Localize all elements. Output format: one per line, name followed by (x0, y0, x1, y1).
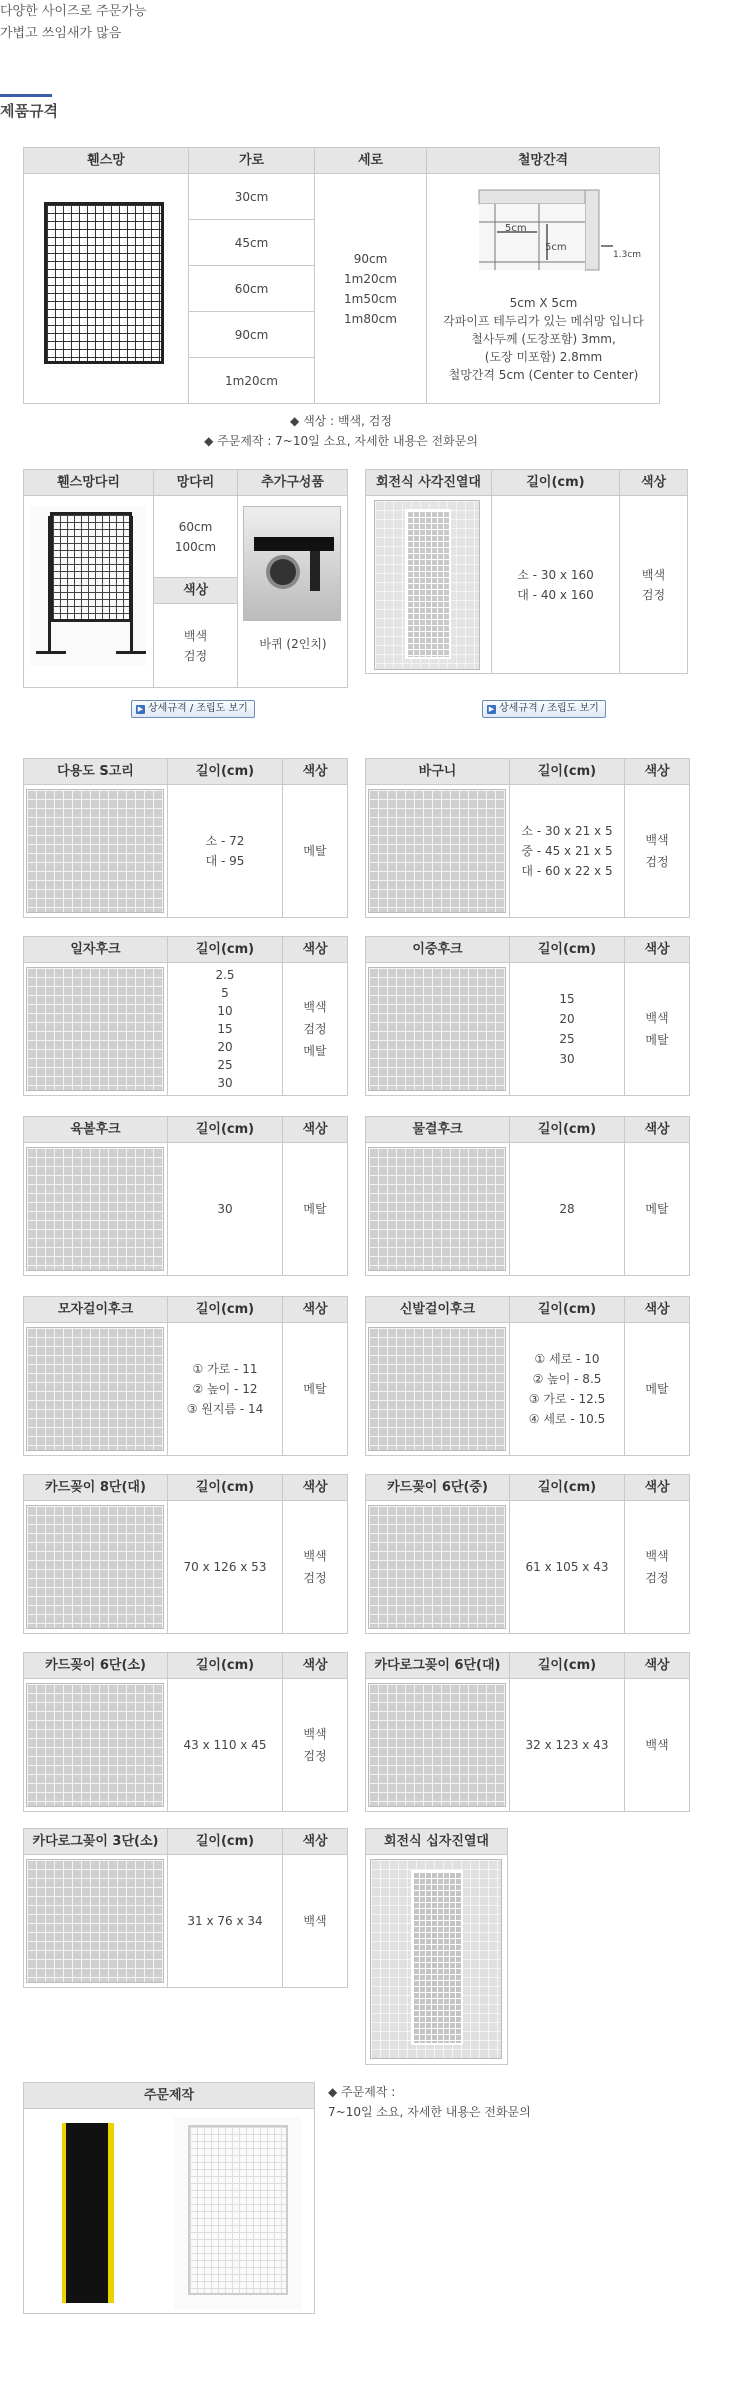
product-table (365, 1116, 690, 1276)
product-table (23, 758, 348, 918)
cross-rack-image-cell (366, 1855, 508, 2065)
th-height: 세로 (315, 148, 427, 174)
th-length: 길이(cm) (168, 1829, 283, 1855)
th-leg-color: 색상 (154, 578, 238, 604)
spec-line: 각파이프 테두리가 있는 메쉬망 입니다 (443, 314, 644, 328)
fence-spec-table (23, 147, 660, 404)
th-product-name: 바구니 (366, 759, 510, 785)
product-sizes (168, 1501, 283, 1634)
size-value: 대 - 40 x 160 (517, 587, 594, 602)
product-image (368, 1147, 506, 1271)
size-value: 20 (217, 1040, 233, 1054)
rotating-square-table (365, 469, 688, 674)
color-value: 백색 (641, 567, 666, 582)
color-value: 백색 (303, 1549, 327, 1563)
part-label: 바퀴 (2인치) (259, 637, 327, 651)
size-value: ④ 세로 - 10.5 (528, 1412, 606, 1426)
product-sizes (510, 1323, 625, 1456)
product-colors (283, 1143, 348, 1276)
th-color: 색상 (625, 937, 690, 963)
intro-line-2: 가볍고 쓰임새가 많음 (0, 26, 122, 41)
product-table (365, 1296, 690, 1456)
th-color: 색상 (283, 1475, 348, 1501)
th-color: 색상 (620, 470, 688, 496)
color-value: 검정 (645, 855, 669, 869)
size-value: 30 (559, 1052, 575, 1066)
size-value: 20 (559, 1012, 575, 1026)
product-table (23, 1652, 348, 1812)
size-value: ① 세로 - 10 (534, 1352, 600, 1366)
size-value: 30 (217, 1076, 233, 1090)
color-value: 검정 (641, 587, 666, 602)
size-value: 43 x 110 x 45 (183, 1738, 267, 1752)
product-table (365, 1474, 690, 1634)
product-image-cell (366, 1323, 510, 1456)
th-color: 색상 (625, 1653, 690, 1679)
th-length: 길이(cm) (510, 937, 625, 963)
color-value: 메탈 (645, 1382, 669, 1396)
size-value: 10 (217, 1004, 233, 1018)
th-length: 길이(cm) (510, 1297, 625, 1323)
product-image-cell (24, 1855, 168, 1988)
product-image-cell (24, 963, 168, 1096)
th-product-name: 카다로그꽂이 6단(대) (366, 1653, 510, 1679)
size-value: 15 (559, 992, 575, 1006)
color-value: 백색 (303, 1914, 327, 1928)
th-length: 길이(cm) (492, 470, 620, 496)
product-colors (625, 1323, 690, 1456)
product-colors (283, 963, 348, 1096)
size-value: 15 (217, 1022, 233, 1036)
size-value: ② 높이 - 12 (192, 1382, 258, 1396)
width-cell: 90cm (189, 312, 315, 358)
mesh-spec-text (427, 294, 660, 384)
product-table (23, 1116, 348, 1276)
custom-white-fence-image (174, 2117, 302, 2309)
detail-button-label: 상세규격 / 조립도 보기 (148, 703, 248, 714)
th-color: 색상 (283, 1117, 348, 1143)
leg-size-cell (154, 496, 238, 578)
product-table (23, 1296, 348, 1456)
size-value: 중 - 45 x 21 x 5 (521, 844, 613, 858)
product-sizes (168, 1323, 283, 1456)
leg-color: 검정 (183, 648, 208, 663)
size-value: ① 가로 - 11 (192, 1362, 258, 1376)
detail-button-label: 상세규격 / 조립도 보기 (499, 703, 599, 714)
product-colors (283, 1501, 348, 1634)
th-color: 색상 (283, 937, 348, 963)
product-image-cell (24, 1143, 168, 1276)
color-value: 메탈 (303, 1382, 327, 1396)
th-product-name: 다용도 S고리 (24, 759, 168, 785)
product-image-cell (24, 1323, 168, 1456)
product-image (368, 1327, 506, 1451)
spec-line: (도장 미포함) 2.8mm (484, 350, 603, 364)
product-colors (625, 1143, 690, 1276)
th-length: 길이(cm) (168, 937, 283, 963)
product-image (26, 1147, 164, 1271)
product-sizes (510, 1501, 625, 1634)
product-colors (283, 1679, 348, 1812)
th-product-name: 일자후크 (24, 937, 168, 963)
product-image (26, 1859, 164, 1983)
size-value: 61 x 105 x 43 (525, 1560, 609, 1574)
th-length: 길이(cm) (168, 1653, 283, 1679)
th-length: 길이(cm) (168, 1117, 283, 1143)
custom-note-1: ◆ 주문제작 : (328, 2085, 396, 2099)
th-color: 색상 (283, 1297, 348, 1323)
size-value: 소 - 30 x 21 x 5 (521, 824, 613, 838)
color-value: 백색 (303, 1000, 327, 1014)
custom-order-table (23, 2082, 315, 2314)
th-length: 길이(cm) (510, 759, 625, 785)
color-value: 검정 (303, 1749, 327, 1763)
leg-color: 백색 (183, 628, 208, 643)
product-image-cell (24, 1679, 168, 1812)
th-length: 길이(cm) (168, 1297, 283, 1323)
width-cell: 60cm (189, 266, 315, 312)
product-colors (625, 1501, 690, 1634)
color-value: 메탈 (645, 1033, 669, 1047)
product-image (368, 1505, 506, 1629)
th-parts: 추가구성품 (238, 470, 348, 496)
legs-image-cell (24, 496, 154, 688)
size-value: 32 x 123 x 43 (525, 1738, 609, 1752)
size-value: 25 (559, 1032, 575, 1046)
th-legs: 휀스망다리 (24, 470, 154, 496)
diagram-label-c: 1.3cm (613, 250, 642, 260)
product-image-cell (366, 1143, 510, 1276)
size-value: 30 (217, 1202, 233, 1216)
product-sizes (168, 1679, 283, 1812)
leg-size: 100cm (174, 539, 217, 554)
product-colors (625, 963, 690, 1096)
spec-line: 철망간격 5cm (Center to Center) (448, 368, 639, 382)
product-image (26, 967, 164, 1091)
product-image-cell (366, 1501, 510, 1634)
product-image (368, 967, 506, 1091)
th-length: 길이(cm) (168, 759, 283, 785)
th-product-name: 카드꽂이 8단(대) (24, 1475, 168, 1501)
product-image-cell (24, 785, 168, 918)
section-title-bar (0, 94, 52, 97)
custom-note-2: 7~10일 소요, 자세한 내용은 전화문의 (328, 2105, 531, 2119)
product-sizes (510, 1679, 625, 1812)
product-image (368, 789, 506, 913)
fence-mesh-image (44, 202, 164, 364)
leg-size: 60cm (178, 519, 213, 534)
size-value: ③ 가로 - 12.5 (528, 1392, 606, 1406)
product-colors (283, 785, 348, 918)
intro-line-1: 다양한 사이즈로 주문가능 (0, 4, 147, 19)
product-table (365, 1652, 690, 1812)
width-cell: 30cm (189, 174, 315, 220)
th-product-name: 카드꽂이 6단(소) (24, 1653, 168, 1679)
th-length: 길이(cm) (168, 1475, 283, 1501)
th-color: 색상 (625, 1117, 690, 1143)
size-value: 5 (221, 986, 229, 1000)
height-value: 1m20cm (344, 271, 397, 286)
th-width: 가로 (189, 148, 315, 174)
size-value: 25 (217, 1058, 233, 1072)
size-value: 2.5 (215, 968, 235, 982)
th-product-name: 육볼후크 (24, 1117, 168, 1143)
size-value: 대 - 95 (205, 854, 245, 868)
product-image-cell (366, 963, 510, 1096)
product-sizes (168, 1143, 283, 1276)
color-value: 백색 (645, 1738, 669, 1752)
height-cell (315, 174, 427, 404)
th-cross-rack: 회전식 십자진열대 (366, 1829, 508, 1855)
product-table (23, 936, 348, 1096)
width-cell: 45cm (189, 220, 315, 266)
mesh-spec-cell (427, 174, 660, 404)
product-colors (625, 785, 690, 918)
height-value: 1m80cm (344, 311, 397, 326)
size-value: 소 - 72 (205, 834, 245, 848)
size-value: 70 x 126 x 53 (183, 1560, 267, 1574)
legs-table (23, 469, 348, 688)
size-value: 소 - 30 x 160 (517, 567, 594, 582)
th-color: 색상 (625, 759, 690, 785)
spec-line: 5cm X 5cm (509, 296, 578, 310)
arrow-right-icon: ▶ (488, 705, 495, 713)
product-sizes (168, 785, 283, 918)
th-color: 색상 (283, 1829, 348, 1855)
diagram-label-a: 5cm (505, 223, 527, 234)
product-image (26, 1505, 164, 1629)
color-value: 검정 (303, 1022, 327, 1036)
product-sizes (168, 1855, 283, 1988)
th-product-name: 이중후크 (366, 937, 510, 963)
product-image-cell (366, 1679, 510, 1812)
size-value: 대 - 60 x 22 x 5 (521, 864, 613, 878)
th-color: 색상 (625, 1475, 690, 1501)
product-table (23, 1828, 348, 1988)
color-value: 메탈 (303, 844, 327, 858)
color-value: 백색 (645, 1011, 669, 1025)
th-custom-order: 주문제작 (24, 2083, 315, 2109)
th-rotating-square: 회전식 사각진열대 (366, 470, 492, 496)
th-mesh-gap: 철망간격 (427, 148, 660, 174)
th-product-name: 신발걸이후크 (366, 1297, 510, 1323)
rotating-square-image (374, 500, 480, 670)
fence-image-cell (24, 174, 189, 404)
product-image (368, 1683, 506, 1807)
legs-stand-image (30, 506, 146, 666)
color-value: 검정 (645, 1571, 669, 1585)
color-value: 메탈 (645, 1202, 669, 1216)
rotating-square-sizes (492, 496, 620, 674)
product-sizes (168, 963, 283, 1096)
product-table (23, 1474, 348, 1634)
th-length: 길이(cm) (510, 1117, 625, 1143)
product-image (26, 1327, 164, 1451)
rotating-square-detail-button[interactable] (482, 700, 606, 718)
caster-wheel-image (243, 506, 341, 621)
mesh-gap-diagram (475, 186, 615, 274)
product-table (365, 758, 690, 918)
legs-detail-button[interactable] (131, 700, 255, 718)
product-image-cell (366, 785, 510, 918)
color-value: 검정 (303, 1571, 327, 1585)
color-value: 메탈 (303, 1044, 327, 1058)
color-value: 백색 (645, 1549, 669, 1563)
th-color: 색상 (283, 759, 348, 785)
spec-line: 철사두께 (도장포함) 3mm, (471, 332, 616, 346)
order-note: ◆ 주문제작 : 7~10일 소요, 자세한 내용은 전화문의 (204, 434, 478, 448)
th-product-name: 모자걸이후크 (24, 1297, 168, 1323)
color-value: 백색 (645, 833, 669, 847)
section-title: 제품규격 (0, 102, 58, 120)
product-image-cell (24, 1501, 168, 1634)
th-fence: 휀스망 (24, 148, 189, 174)
th-leg-size: 망다리 (154, 470, 238, 496)
product-sizes (510, 963, 625, 1096)
th-length: 길이(cm) (510, 1653, 625, 1679)
th-color: 색상 (625, 1297, 690, 1323)
product-colors (283, 1855, 348, 1988)
parts-cell (238, 496, 348, 688)
th-product-name: 카다로그꽂이 3단(소) (24, 1829, 168, 1855)
rotating-square-image-cell (366, 496, 492, 674)
product-image (26, 1683, 164, 1807)
arrow-right-icon: ▶ (137, 705, 144, 713)
width-cell: 1m20cm (189, 358, 315, 404)
height-value: 1m50cm (344, 291, 397, 306)
cross-rack-table (365, 1828, 508, 2065)
custom-images-cell (24, 2109, 315, 2314)
th-color: 색상 (283, 1653, 348, 1679)
product-colors (283, 1323, 348, 1456)
leg-color-cell (154, 604, 238, 688)
size-value: ② 높이 - 8.5 (532, 1372, 602, 1386)
color-value: 메탈 (303, 1202, 327, 1216)
custom-catalog-stand-image (30, 2117, 158, 2309)
size-value: ③ 원지름 - 14 (186, 1402, 264, 1416)
product-image (26, 789, 164, 913)
product-sizes (510, 1143, 625, 1276)
size-value: 28 (559, 1202, 575, 1216)
th-product-name: 물결후크 (366, 1117, 510, 1143)
height-value: 90cm (353, 251, 388, 266)
th-length: 길이(cm) (510, 1475, 625, 1501)
color-note: ◆ 색상 : 백색, 검정 (290, 414, 392, 428)
cross-rack-image (370, 1859, 502, 2059)
product-table (365, 936, 690, 1096)
th-product-name: 카드꽂이 6단(중) (366, 1475, 510, 1501)
color-value: 백색 (303, 1727, 327, 1741)
diagram-label-b: 5cm (545, 242, 567, 253)
product-sizes (510, 785, 625, 918)
rotating-square-colors (620, 496, 688, 674)
product-colors (625, 1679, 690, 1812)
size-value: 31 x 76 x 34 (187, 1914, 263, 1928)
